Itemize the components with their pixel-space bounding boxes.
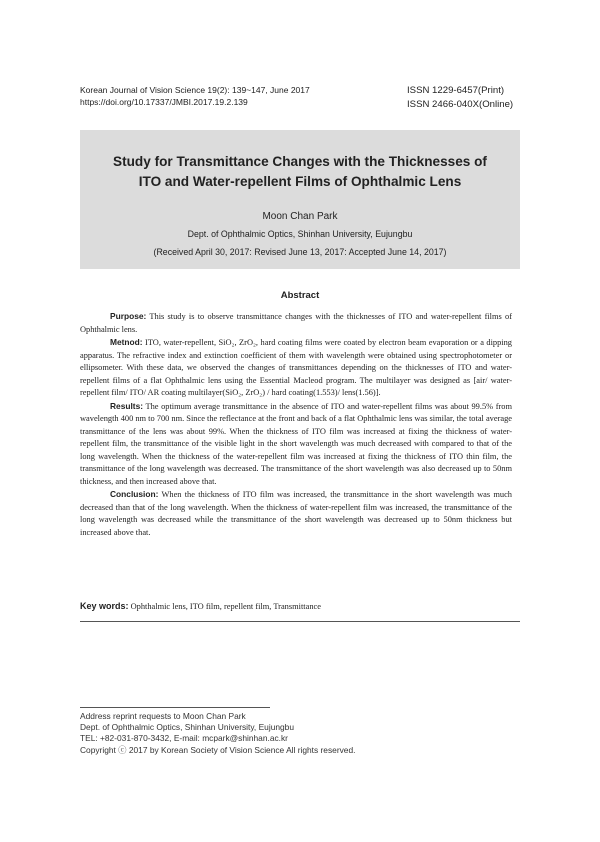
issn-online: ISSN 2466-040X(Online) [407, 99, 514, 110]
results-label: Results: [110, 400, 144, 411]
abstract-purpose [80, 310, 512, 336]
conclusion-label: Conclusion: [110, 489, 159, 499]
abstract-body [80, 310, 512, 539]
abstract-conclusion [80, 488, 512, 539]
purpose-text: This study is to observe transmittance changes with the thicknesses of ITO and water-repellent films of Ophthalmic lens. [80, 312, 512, 334]
doi-link[interactable]: https://doi.org/10.17337/JMBI.2017.19.2.139 [80, 97, 248, 107]
title-box [80, 130, 520, 269]
footnote-reprint: Address reprint requests to Moon Chan Park [80, 711, 246, 721]
article-title [80, 152, 520, 192]
method-text: ITO, water-repellent, SiO₂, ZrO₂, hard coating films were coated by electron beam evaporation or a dipping apparatus. The refractive index and extinction coefficient of them with wavelength were obtained using spectrophotometer or ellipsometer. With these data, we observed the changes of transmittances depending on the thicknesses of ITO and water-repellent films of a flat Ophthalmic lens using the Essential Macleod program. The multilayer was designed as [air/ water-repellent film/ ITO/ AR coating multilayer(SiO₂, ZrO₂) / hard coating(1.553)/ lens(1.56)]. [80, 338, 512, 397]
issn-print: ISSN 1229-6457(Print) [407, 85, 505, 96]
conclusion-text: When the thickness of ITO film was increased, the transmittance in the short wavelength was much decreased than that of the long wavelength. When the thickness of water-repellent film was increased, the transmittance of the long wavelength was decreased while the transmittance of the short wavelength was decreased up to 50nm thickness but increased above that. [80, 490, 512, 537]
results-text: The optimum average transmittance in the absence of ITO and water-repellent films was about 99.5% from wavelength 400 nm to 700 nm. Since the reflectance at the front and back of a flat Ophthalmic lens was similar, the total average transmittance of the lens was about 99%. When the thickness of ITO film was increased at fixing the thickness of water-repellent film, the transmittance of the visible light in the short wavelength was much decreased with compared to that of the long wavelength. When the thickness of the water-repellent film was increased at fixing the thickness of ITO thin film, the transmittance of the long wavelength was decreased. The transmittance of the short wavelength was also decreased up to 50nm thickness, and then increased above that. [80, 401, 512, 486]
author-name: Moon Chan Park [262, 211, 338, 222]
journal-name: Korean Journal of Vision Science 19(2): 139~147, June 2017 [80, 85, 310, 95]
journal-citation [80, 84, 310, 108]
keywords-label: Key words: [80, 601, 129, 611]
title-line-2: ITO and Water-repellent Films of Ophthalmic Lens [138, 174, 462, 189]
received-dates: (Received April 30, 2017: Revised June 13, 2017: Accepted June 14, 2017) [153, 247, 447, 257]
abstract-results [80, 400, 512, 489]
keywords [80, 600, 512, 613]
issn-block [407, 84, 513, 112]
footnote-contact: TEL: +82-031-870-3432, E-mail: mcpark@shinhan.ac.kr [80, 733, 288, 744]
keywords-divider [80, 621, 520, 622]
author-affiliation: Dept. of Ophthalmic Optics, Shinhan University, Eujungbu [187, 229, 413, 239]
footnote-divider [80, 707, 270, 708]
title-line-1: Study for Transmittance Changes with the Thicknesses of [113, 154, 487, 169]
footnote-department: Dept. of Ophthalmic Optics, Shinhan University, Eujungbu [80, 722, 294, 733]
abstract-method [80, 336, 512, 400]
abstract-heading: Abstract [280, 290, 320, 301]
keywords-text: Ophthalmic lens, ITO film, repellent film, Transmittance [130, 602, 321, 611]
footnote [80, 711, 355, 756]
method-label: Metnod: [110, 337, 143, 347]
footnote-copyright: Copyright ⓒ 2017 by Korean Society of Vision Science All rights reserved. [80, 744, 356, 755]
purpose-label: Purpose: [110, 311, 147, 321]
